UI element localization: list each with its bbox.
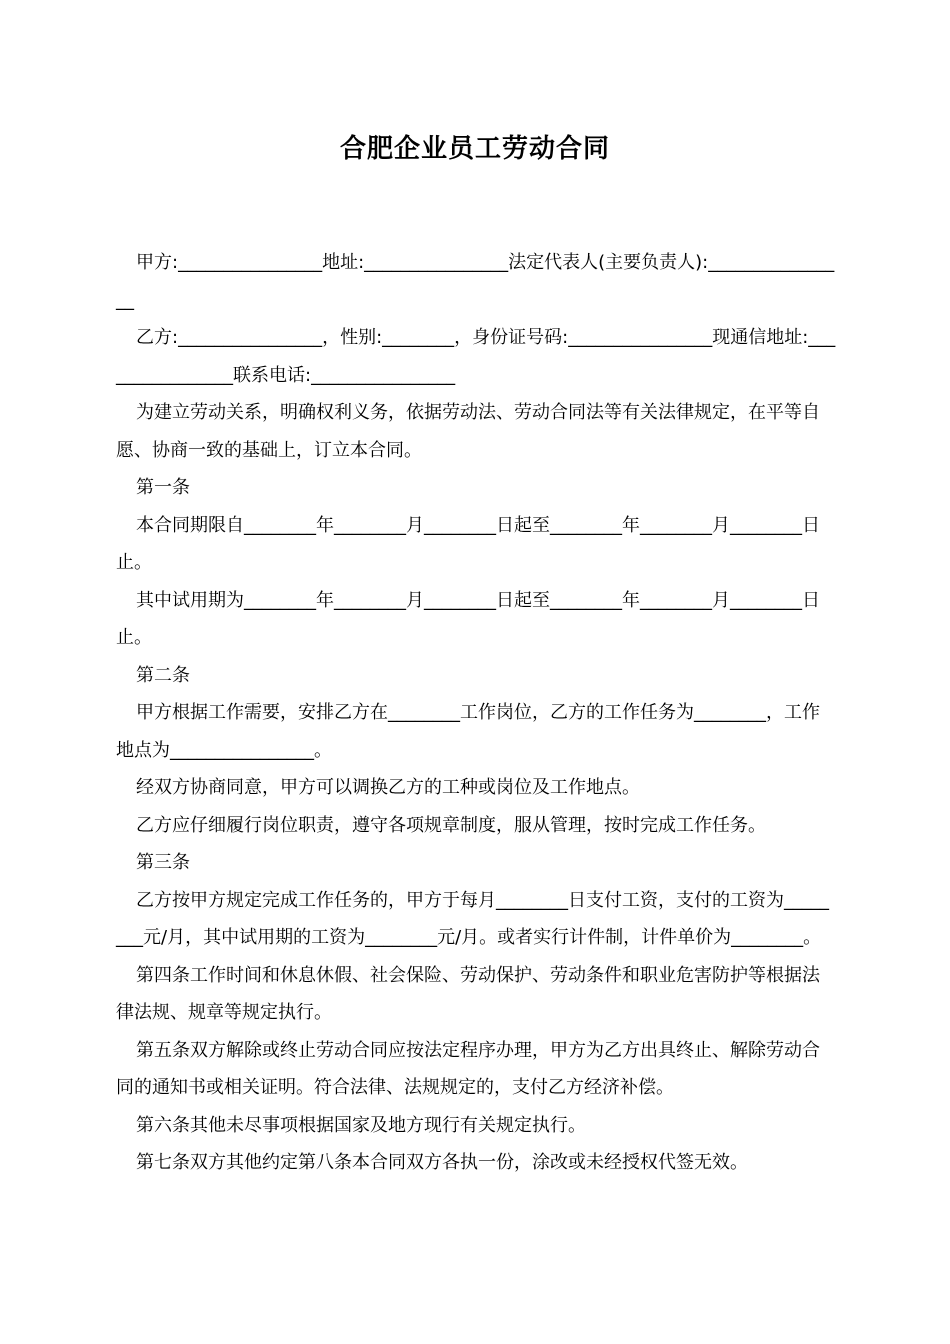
document-title: 合肥企业员工劳动合同 xyxy=(339,134,610,164)
position-change-paragraph: 经双方协商同意，甲方可以调换乙方的工种或岗位及工作地点。 xyxy=(136,777,640,798)
salary-paragraph: 乙方按甲方规定完成工作任务的，甲方于每月________日支付工资，支付的工资为________元/月，其中试用期的工资为________元/月。或者实行计件制，计件单价为________。 xyxy=(116,889,829,948)
duties-paragraph: 乙方应仔细履行岗位职责，遵守各项规章制度，服从管理，按时完成工作任务。 xyxy=(136,814,766,836)
contract-term-paragraph: 本合同期限自________年________月________日起至________年________月________日止。 xyxy=(116,514,820,573)
preamble-paragraph: 为建立劳动关系，明确权利义务，依据劳动法、劳动合同法等有关法律规定，在平等自愿、协商一致的基础上，订立本合同。 xyxy=(116,402,820,461)
job-position-paragraph: 甲方根据工作需要，安排乙方在________工作岗位，乙方的工作任务为________，工作地点为________________。 xyxy=(116,702,820,761)
party-b-line: 乙方:________________，性别:________，身份证号码:________________现通信地址:________________联系电话:________________ xyxy=(116,327,836,386)
probation-paragraph: 其中试用期为________年________月________日起至________年________月________日止。 xyxy=(116,589,820,648)
article-2-heading: 第二条 xyxy=(136,664,190,686)
article-4-paragraph: 第四条工作时间和休息休假、社会保险、劳动保护、劳动条件和职业危害防护等根据法律法规、规章等规定执行。 xyxy=(116,964,820,1023)
article-1-heading: 第一条 xyxy=(136,477,190,498)
article-6-paragraph: 第六条其他未尽事项根据国家及地方现行有关规定执行。 xyxy=(136,1114,586,1136)
article-3-heading: 第三条 xyxy=(136,852,190,873)
document-body xyxy=(116,244,836,1182)
article-5-paragraph: 第五条双方解除或终止劳动合同应按法定程序办理，甲方为乙方出具终止、解除劳动合同的通知书或相关证明。符合法律、法规规定的，支付乙方经济补偿。 xyxy=(116,1039,820,1098)
article-7-paragraph: 第七条双方其他约定第八条本合同双方各执一份，涂改或未经授权代签无效。 xyxy=(136,1152,748,1173)
party-a-line: 甲方:________________地址:________________法定代表人(主要负责人):________________ xyxy=(116,252,835,311)
